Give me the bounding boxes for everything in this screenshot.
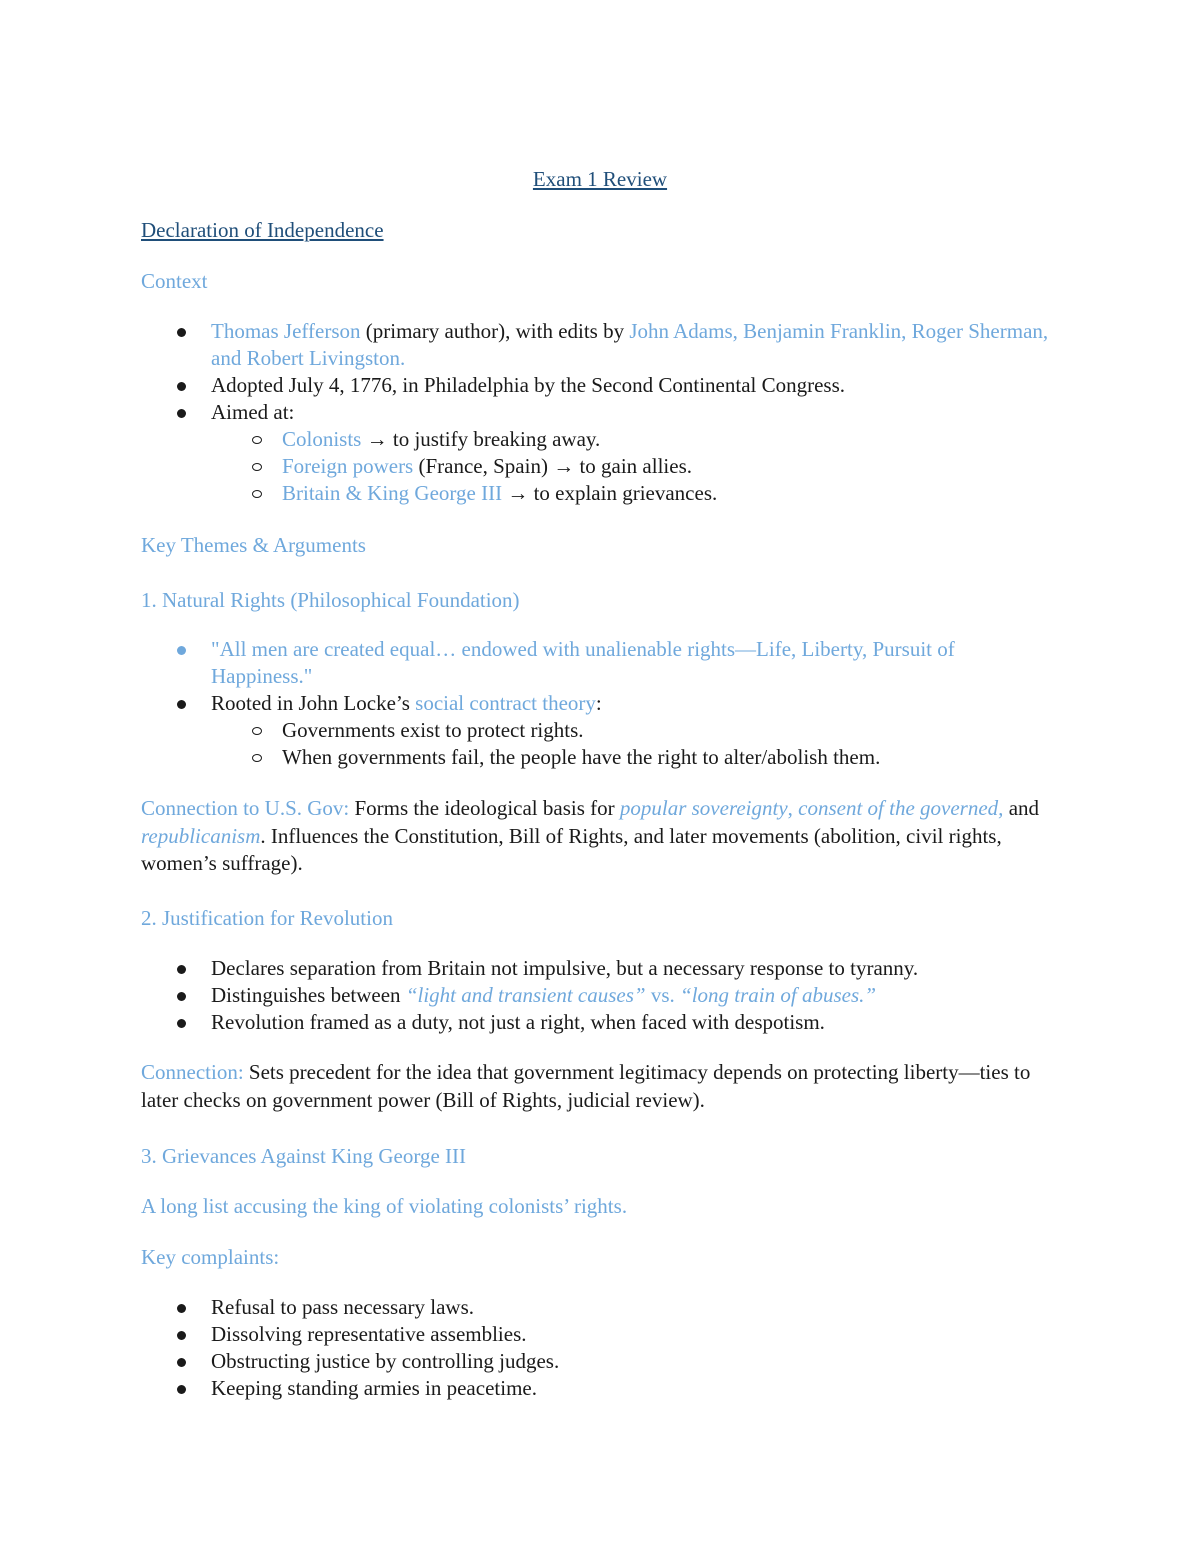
justification-heading: 2. Justification for Revolution bbox=[141, 906, 393, 930]
list-item-text: When governments fail, the people have the right to alter/abolish them. bbox=[282, 745, 881, 769]
audience: Foreign powers bbox=[282, 454, 414, 478]
list-item bbox=[141, 636, 1061, 690]
circle-bullet-icon bbox=[252, 727, 262, 735]
audience: Britain & King George III bbox=[282, 481, 503, 505]
purpose: → to justify breaking away. bbox=[361, 427, 601, 451]
list-item bbox=[141, 982, 1061, 1009]
themes-heading: Key Themes & Arguments bbox=[141, 533, 366, 557]
list-item bbox=[141, 1375, 1061, 1402]
bullet-icon bbox=[177, 1331, 186, 1340]
list-item-text: vs. bbox=[645, 983, 681, 1007]
list-item bbox=[211, 426, 1061, 453]
justification-connection bbox=[141, 1059, 1061, 1114]
key-complaints-label: Key complaints: bbox=[141, 1245, 280, 1269]
circle-bullet-icon bbox=[252, 490, 262, 498]
grievances-heading: 3. Grievances Against King George III bbox=[141, 1144, 467, 1168]
list-item bbox=[211, 744, 1061, 771]
aimed-at-list bbox=[211, 426, 1061, 507]
justification-list bbox=[141, 955, 1061, 1036]
audience: Colonists bbox=[282, 427, 362, 451]
natural-rights-heading: 1. Natural Rights (Philosophical Foundation) bbox=[141, 588, 520, 612]
punctuation: : bbox=[595, 691, 602, 715]
list-item bbox=[211, 480, 1061, 507]
quote-text: “light and transient causes” bbox=[405, 983, 646, 1007]
bullet-icon bbox=[177, 965, 186, 974]
bullet-icon bbox=[177, 409, 186, 418]
connection-label: Connection: bbox=[141, 1060, 244, 1084]
list-item bbox=[141, 955, 1061, 982]
key-term: republicanism bbox=[141, 823, 261, 848]
complaints-list bbox=[141, 1294, 1061, 1402]
connection-text: . Influences the Constitution, Bill of Rights, and later movements (abolition, civil rights, women’s suffrage). bbox=[141, 823, 1002, 875]
quote-text: “long train of abuses.” bbox=[680, 983, 877, 1007]
list-item-text: Obstructing justice by controlling judges. bbox=[211, 1349, 560, 1373]
list-item-text: Rooted in John Locke’s bbox=[211, 691, 416, 715]
list-item bbox=[141, 1348, 1061, 1375]
locke-sublist bbox=[211, 717, 1061, 771]
list-item-text: Refusal to pass necessary laws. bbox=[211, 1295, 475, 1319]
list-item bbox=[211, 453, 1061, 480]
list-item bbox=[141, 1294, 1061, 1321]
connection-text: Forms the ideological basis for bbox=[349, 796, 620, 820]
list-item bbox=[141, 318, 1061, 372]
bullet-icon bbox=[177, 1019, 186, 1028]
natural-rights-connection bbox=[141, 795, 1061, 878]
punctuation: , bbox=[787, 796, 799, 820]
list-item bbox=[141, 1009, 1061, 1036]
list-item-text: Distinguishes between bbox=[211, 983, 406, 1007]
connection-label: Connection to U.S. Gov: bbox=[141, 796, 350, 820]
list-item bbox=[141, 372, 1061, 399]
editors-names: John Adams, Benjamin Franklin, Roger Sherman, and Robert Livingston. bbox=[211, 319, 1049, 370]
list-item-text: (primary author), with edits by bbox=[360, 319, 630, 343]
list-item bbox=[141, 690, 1061, 771]
circle-bullet-icon bbox=[252, 436, 262, 444]
list-item bbox=[141, 1321, 1061, 1348]
list-item-text: Keeping standing armies in peacetime. bbox=[211, 1376, 537, 1400]
bullet-icon bbox=[177, 1358, 186, 1367]
section-title: Declaration of Independence bbox=[141, 218, 384, 242]
document-title: Exam 1 Review bbox=[532, 167, 668, 191]
list-item-text: Governments exist to protect rights. bbox=[282, 718, 584, 742]
list-item-text: Adopted July 4, 1776, in Philadelphia by the Second Continental Congress. bbox=[211, 373, 846, 397]
bullet-icon bbox=[177, 1304, 186, 1313]
purpose: → to explain grievances. bbox=[502, 481, 718, 505]
purpose: (France, Spain) → to gain allies. bbox=[413, 454, 692, 478]
list-item-text: Declares separation from Britain not impulsive, but a necessary response to tyranny. bbox=[211, 956, 919, 980]
bullet-icon bbox=[177, 382, 186, 391]
natural-rights-list bbox=[141, 636, 1061, 771]
key-term: popular sovereignty bbox=[619, 796, 788, 820]
bullet-icon bbox=[177, 992, 186, 1001]
author-name: Thomas Jefferson bbox=[211, 319, 361, 343]
connection-text: Sets precedent for the idea that government legitimacy depends on protecting liberty—ties to later checks on government power (Bill of Rights, judicial review). bbox=[141, 1060, 1031, 1112]
connection-text: and bbox=[1003, 796, 1040, 820]
bullet-icon bbox=[177, 328, 186, 337]
context-list bbox=[141, 318, 1061, 507]
context-heading: Context bbox=[141, 269, 208, 293]
grievances-intro: A long list accusing the king of violating colonists’ rights. bbox=[141, 1194, 628, 1218]
list-item-text: Aimed at: bbox=[211, 400, 295, 424]
bullet-icon bbox=[177, 700, 186, 709]
bullet-icon bbox=[177, 1385, 186, 1394]
circle-bullet-icon bbox=[252, 463, 262, 471]
circle-bullet-icon bbox=[252, 754, 262, 762]
quote-text: "All men are created equal… endowed with unalienable rights—Life, Liberty, Pursuit of Happiness." bbox=[211, 637, 955, 688]
bullet-icon bbox=[177, 646, 186, 655]
key-term: social contract theory bbox=[415, 691, 596, 715]
list-item bbox=[141, 399, 1061, 507]
key-term: consent of the governed, bbox=[798, 796, 1004, 820]
list-item bbox=[211, 717, 1061, 744]
list-item-text: Revolution framed as a duty, not just a right, when faced with despotism. bbox=[211, 1010, 825, 1034]
list-item-text: Dissolving representative assemblies. bbox=[211, 1322, 527, 1346]
